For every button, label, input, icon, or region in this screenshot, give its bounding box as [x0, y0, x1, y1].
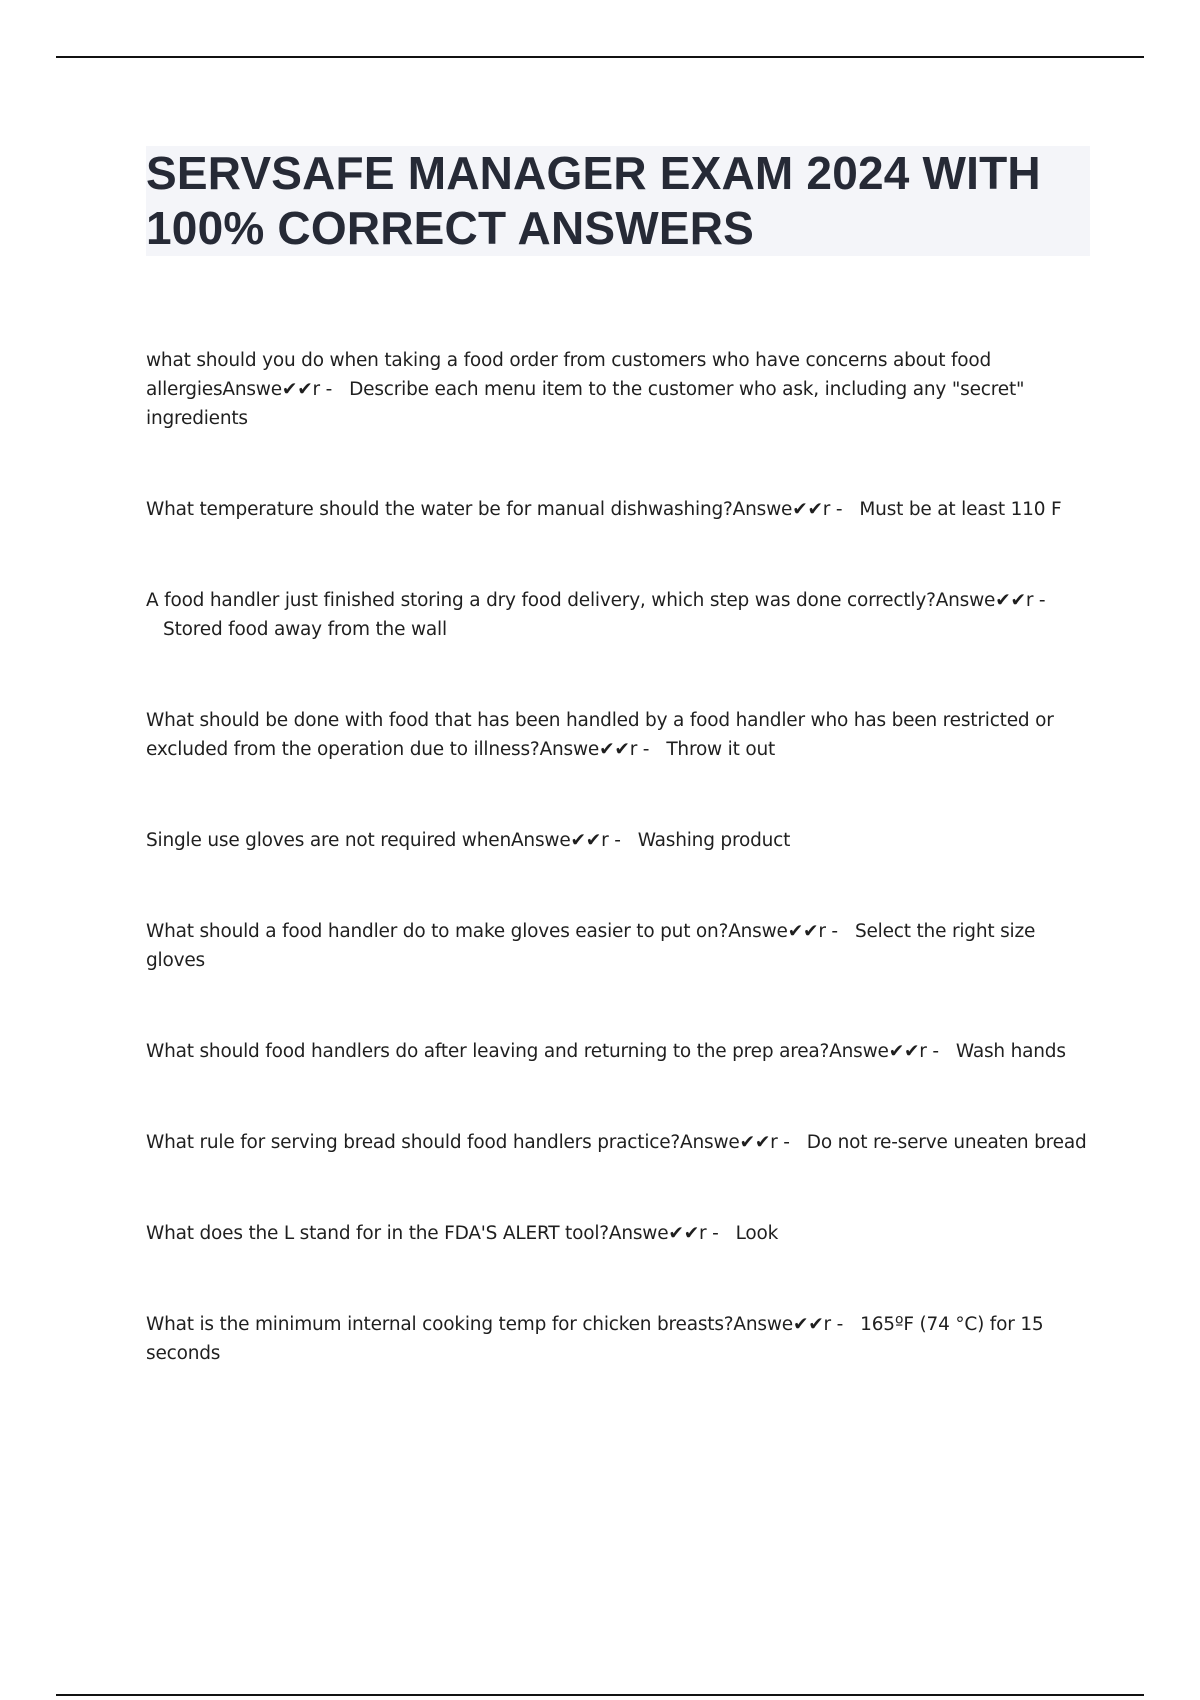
bottom-rule — [56, 1694, 1144, 1696]
answer-text: Stored food away from the wall — [163, 619, 447, 640]
qa-item — [146, 1037, 1096, 1066]
qa-item — [146, 1128, 1096, 1157]
answer-text: Do not re-serve uneaten bread — [806, 1132, 1087, 1153]
qa-item — [146, 706, 1096, 764]
answer-text: Look — [735, 1223, 779, 1244]
qa-item — [146, 826, 1096, 855]
question-text: What rule for serving bread should food handlers practice? — [146, 1132, 681, 1153]
top-rule — [56, 56, 1144, 58]
question-text: what should you do when taking a food order from customers who have concerns about food allergies — [146, 350, 992, 400]
answer-marker: Answe✔✔r - — [829, 1041, 939, 1062]
question-text: What should be done with food that has been handled by a food handler who has been restricted or excluded from the operation due to illness? — [146, 710, 1054, 760]
qa-item — [146, 586, 1096, 644]
answer-text: Select the right size gloves — [146, 921, 1036, 971]
answer-text: Washing product — [637, 830, 791, 851]
question-text: What does the L stand for in the FDA'S ALERT tool? — [146, 1223, 609, 1244]
answer-text: Wash hands — [955, 1041, 1066, 1062]
question-text: What should food handlers do after leaving and returning to the prep area? — [146, 1041, 830, 1062]
answer-text: Describe each menu item to the customer who ask, including any "secret" ingredients — [146, 379, 1025, 429]
answer-marker: Answe✔✔r - — [680, 1132, 790, 1153]
qa-item — [146, 917, 1096, 975]
qa-item — [146, 1310, 1096, 1368]
qa-item — [146, 495, 1096, 524]
answer-marker: Answe✔✔r - — [222, 379, 333, 400]
answer-text: Throw it out — [666, 739, 776, 760]
question-text: What temperature should the water be for manual dishwashing? — [146, 499, 733, 520]
question-text: Single use gloves are not required when — [146, 830, 511, 851]
question-text: What is the minimum internal cooking temp for chicken breasts? — [146, 1314, 734, 1335]
answer-marker: Answe✔✔r - — [728, 921, 838, 942]
answer-marker: Answe✔✔r - — [510, 830, 621, 851]
answer-marker: Answe✔✔r - — [935, 590, 1046, 611]
answer-text: 165ºF (74 °C) for 15 seconds — [146, 1314, 1044, 1364]
document-title: SERVSAFE MANAGER EXAM 2024 WITH 100% CORRECT ANSWERS — [146, 147, 1041, 254]
question-text: A food handler just finished storing a dry food delivery, which step was done correctly? — [146, 590, 936, 611]
answer-marker: Answe✔✔r - — [732, 499, 843, 520]
question-text: What should a food handler do to make gloves easier to put on? — [146, 921, 729, 942]
answer-text: Must be at least 110 F — [859, 499, 1062, 520]
qa-item — [146, 346, 1096, 433]
answer-marker: Answe✔✔r - — [539, 739, 650, 760]
answer-marker: Answe✔✔r - — [608, 1223, 719, 1244]
qa-item — [146, 1219, 1096, 1248]
answer-marker: Answe✔✔r - — [733, 1314, 844, 1335]
